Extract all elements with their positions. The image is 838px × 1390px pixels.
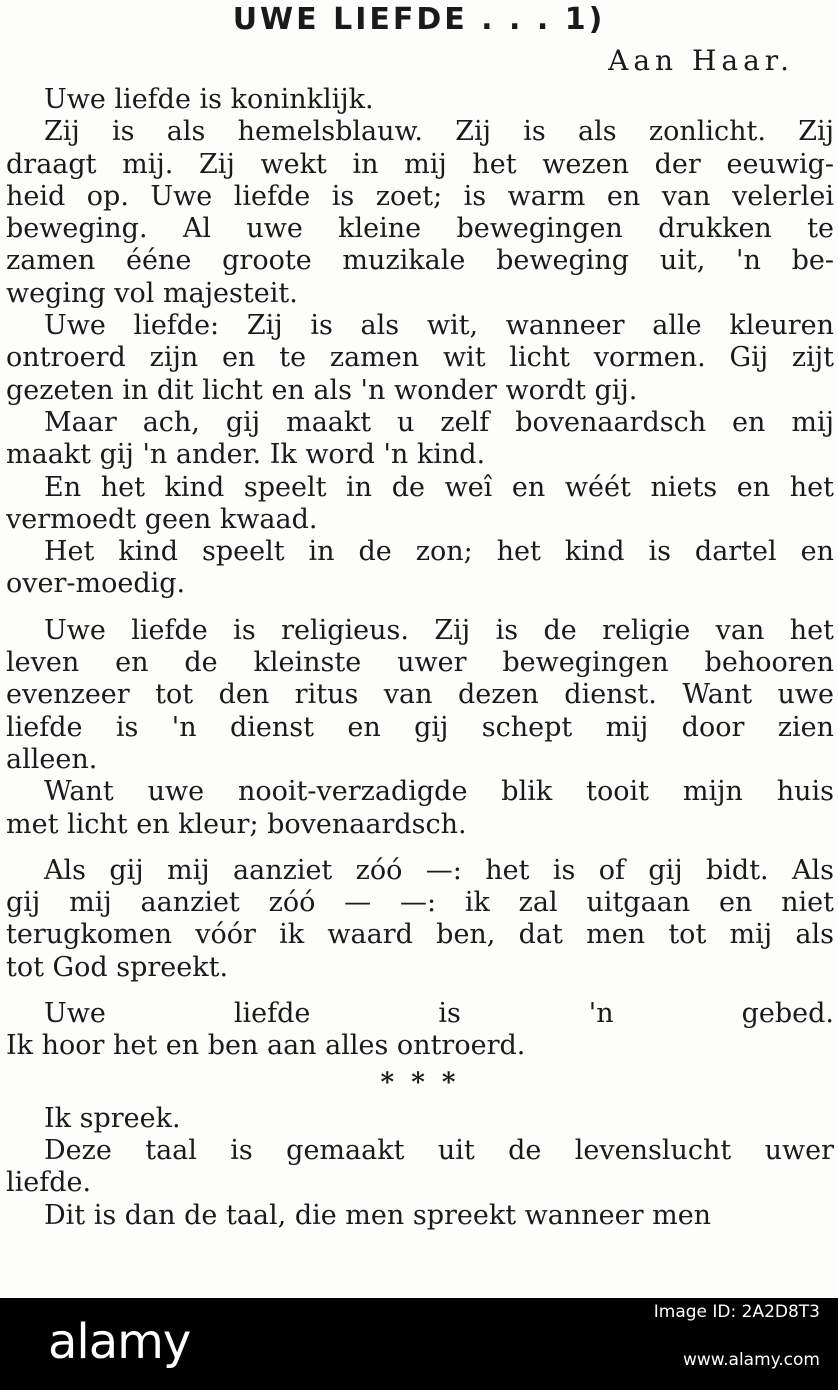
article-paragraphs [6, 84, 834, 1063]
paragraph-gap [6, 984, 834, 998]
article-paragraphs-continued [6, 1103, 834, 1232]
text-line: weging vol majesteit. [6, 277, 298, 309]
paragraph [6, 407, 834, 472]
text-line: alleen. [6, 743, 98, 775]
text-line: ontroerd zijn en te zamen wit licht vormen. Gij zijt [6, 342, 834, 374]
article-dedication: Aan Haar. [608, 44, 794, 77]
article-title: UWE LIEFDE . . . 1) [232, 2, 606, 37]
site-url-label: www.alamy.com [682, 1350, 820, 1370]
text-line: Ik spreek. [44, 1102, 181, 1134]
text-line: Dit is dan de taal, die men spreekt wanneer men [44, 1199, 712, 1231]
paragraph [6, 615, 834, 776]
stock-photo-footer [0, 1298, 838, 1390]
text-line: gij mij aanziet zóó — —: ik zal uitgaan en niet [6, 887, 834, 919]
text-line: over-moedig. [6, 568, 186, 600]
text-line: beweging. Al uwe kleine bewegingen drukken te [6, 213, 834, 245]
text-line: terugkomen vóór ik waard ben, dat men tot mij als [6, 919, 834, 951]
paragraph [6, 998, 834, 1063]
paragraph-gap [6, 601, 834, 615]
text-line: Als gij mij aanziet zóó —: het is of gij bidt. Als [44, 854, 834, 886]
text-line: Want uwe nooit-verzadigde blik tooit mijn huis [44, 776, 834, 808]
paragraph [6, 776, 834, 841]
text-line: En het kind speelt in de weî en wéét niets en het [44, 471, 834, 503]
text-line: Uwe liefde is koninklijk. [44, 84, 374, 115]
text-line: evenzeer tot den ritus van dezen dienst. Want uwe [6, 679, 834, 711]
text-line: draagt mij. Zij wekt in mij het wezen der eeuwig- [6, 148, 834, 180]
alamy-logo: alamy [48, 1314, 191, 1370]
text-line: Uwe liefde: Zij is als wit, wanneer alle kleuren [44, 310, 834, 342]
text-line: Uwe liefde is 'n gebed. [44, 998, 834, 1030]
text-line: leven en de kleinste uwer bewegingen behooren [6, 647, 834, 679]
text-line: vermoedt geen kwaad. [6, 503, 318, 535]
paragraph [6, 84, 834, 116]
paragraph [6, 1200, 834, 1232]
article-body [6, 84, 834, 1232]
image-id-label: Image ID: 2A2D8T3 [653, 1302, 820, 1322]
text-line: liefde is 'n dienst en gij schept mij door zien [6, 711, 834, 743]
text-line: heid op. Uwe liefde is zoet; is warm en van velerlei [6, 180, 834, 212]
text-line: met licht en kleur; bovenaardsch. [6, 808, 467, 840]
text-line: Deze taal is gemaakt uit de levenslucht uwer [44, 1134, 834, 1166]
paragraph-gap [6, 841, 834, 855]
paragraph [6, 1103, 834, 1135]
text-line: Ik hoor het en ben aan alles ontroerd. [6, 1030, 526, 1062]
paragraph [6, 855, 834, 984]
paragraph [6, 310, 834, 407]
text-line: liefde. [6, 1167, 92, 1199]
paragraph [6, 116, 834, 310]
text-line: tot God spreekt. [6, 951, 229, 983]
paragraph [6, 536, 834, 601]
text-line: gezeten in dit licht en als 'n wonder wordt gij. [6, 374, 638, 406]
text-line: maakt gij 'n ander. Ik word 'n kind. [6, 439, 486, 471]
paragraph [6, 1135, 834, 1200]
paragraph [6, 472, 834, 537]
text-line: Maar ach, gij maakt u zelf bovenaardsch en mij [44, 406, 834, 438]
text-line: zamen ééne groote muzikale beweging uit, 'n be- [6, 245, 834, 277]
text-line: Het kind speelt in de zon; het kind is dartel en [44, 536, 834, 568]
text-line: Zij is als hemelsblauw. Zij is als zonlicht. Zij [44, 116, 834, 148]
text-line: Uwe liefde is religieus. Zij is de religie van het [44, 614, 834, 646]
section-separator: * * * [380, 1067, 460, 1098]
